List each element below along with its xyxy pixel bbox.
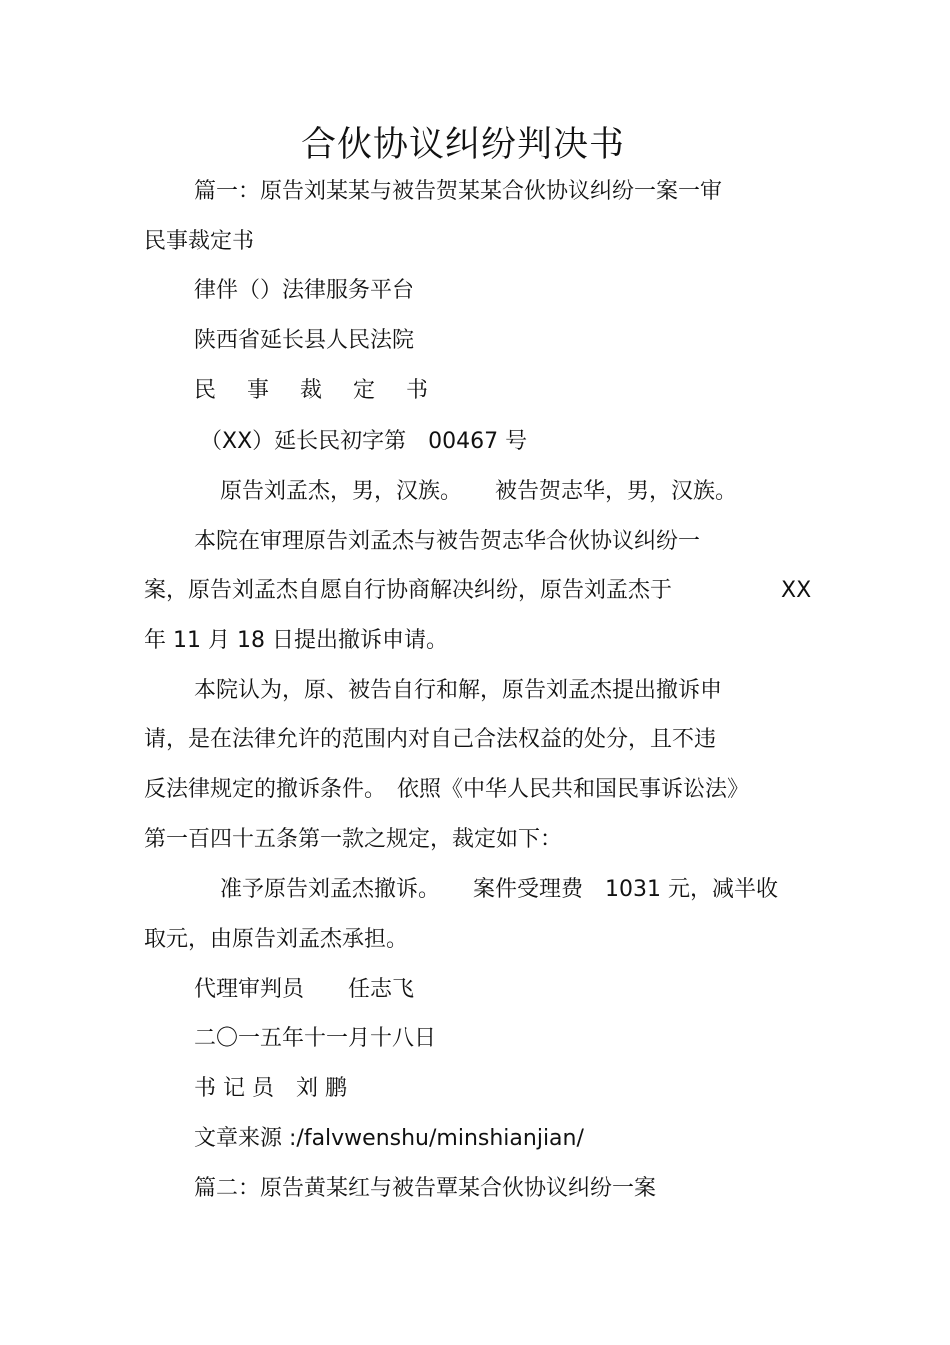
paragraph-2-line-3: 反法律规定的撤诉条件。 依照《中华人民共和国民事诉讼法》 xyxy=(144,777,750,802)
ruling-line-2: 取元，由原告刘孟杰承担。 xyxy=(144,927,409,952)
ruling-line-1: 准予原告刘孟杰撤诉。 案件受理费 1031 元，减半收 xyxy=(220,877,778,902)
paragraph-2-line-4: 第一百四十五条第一款之规定，裁定如下： xyxy=(144,827,563,852)
paragraph-1-line-3: 年 11 月 18 日提出撤诉申请。 xyxy=(144,628,448,653)
platform-name: 律伴（）法律服务平台 xyxy=(194,278,415,303)
paragraph-1-line-2: 案，原告刘孟杰自愿自行协商解决纠纷，原告刘孟杰于 xyxy=(144,578,673,603)
judge-signature: 代理审判员 任志飞 xyxy=(194,977,415,1002)
section-one-heading: 篇一：原告刘某某与被告贺某某合伙协议纠纷一案一审 xyxy=(194,179,723,204)
paragraph-1-line-1: 本院在审理原告刘孟杰与被告贺志华合伙协议纠纷一 xyxy=(194,529,701,554)
clerk-signature: 书 记 员 刘 鹏 xyxy=(194,1076,347,1101)
parties: 原告刘孟杰，男，汉族。 被告贺志华，男，汉族。 xyxy=(220,479,738,504)
document-title: 合伙协议纠纷判决书 xyxy=(300,125,625,165)
section-one-heading-cont: 民事裁定书 xyxy=(144,229,255,254)
case-number: （XX）延长民初字第 00467 号 xyxy=(200,429,528,454)
article-source: 文章来源 :/falvwenshu/minshianjian/ xyxy=(194,1126,584,1151)
paragraph-2-line-1: 本院认为，原、被告自行和解，原告刘孟杰提出撤诉申 xyxy=(194,678,723,703)
ruling-heading: 民 事 裁 定 书 xyxy=(194,378,440,403)
paragraph-2-line-2: 请，是在法律允许的范围内对自己合法权益的处分，且不违 xyxy=(144,727,717,752)
ruling-date: 二〇一五年十一月十八日 xyxy=(194,1026,437,1051)
court-name: 陕西省延长县人民法院 xyxy=(194,328,415,353)
section-two-heading: 篇二：原告黄某红与被告覃某合伙协议纠纷一案 xyxy=(194,1176,657,1201)
paragraph-1-year: XX xyxy=(781,578,812,603)
